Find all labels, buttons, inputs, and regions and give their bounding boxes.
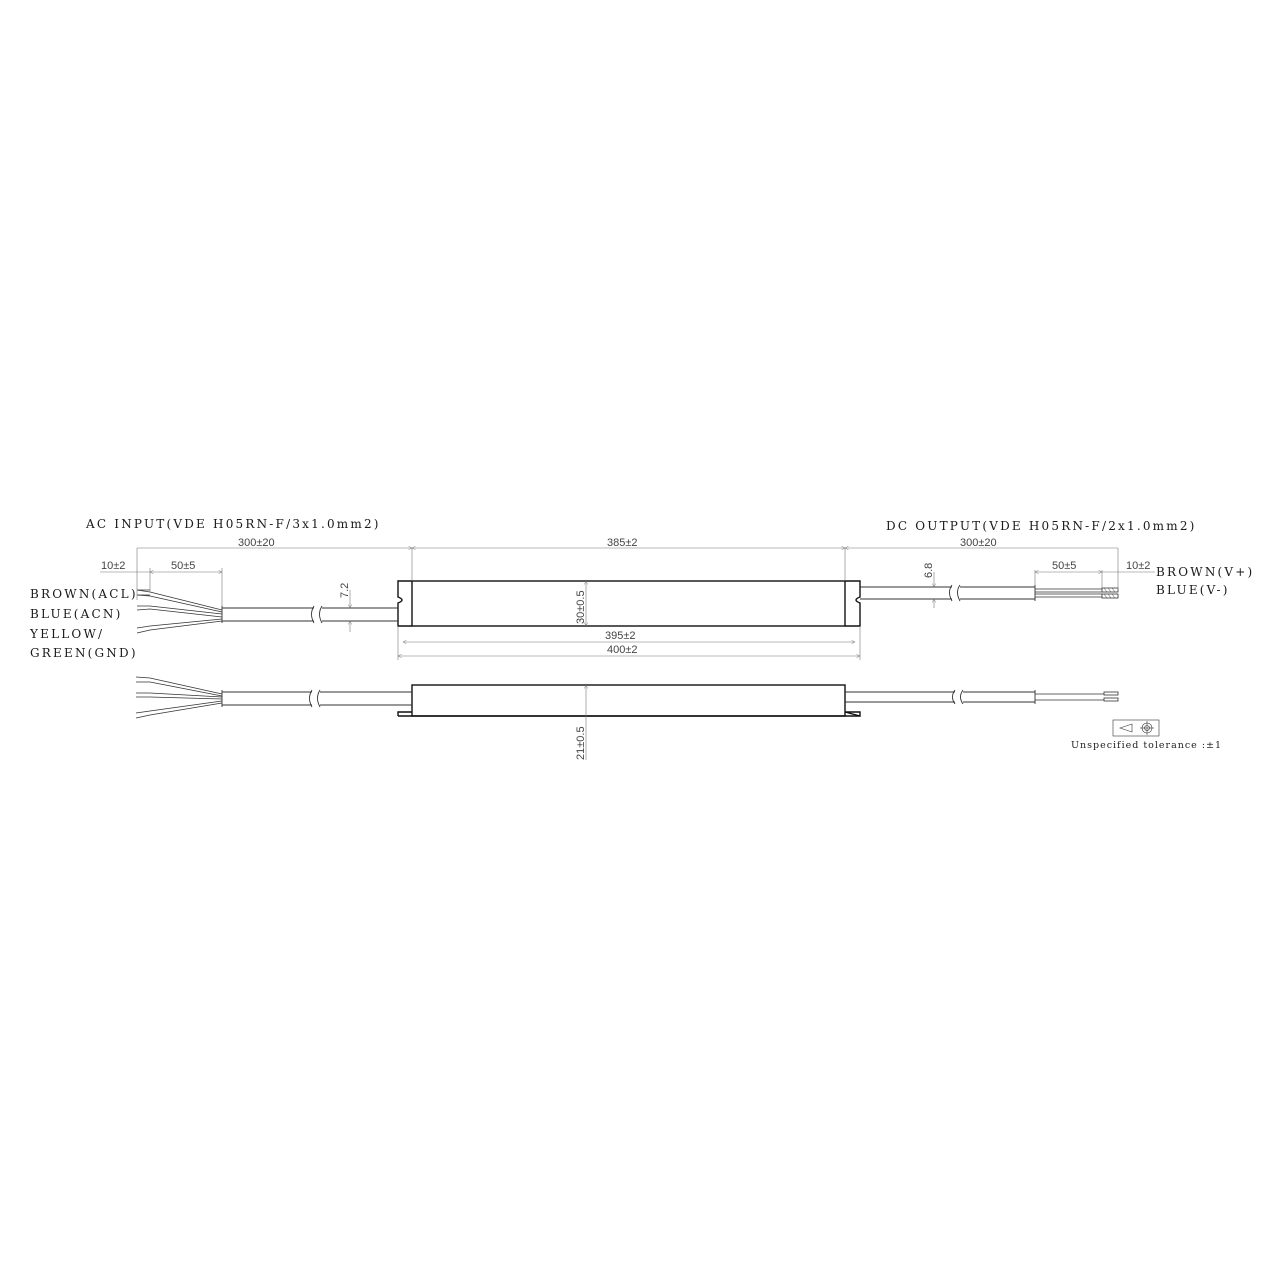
dim-cable-dia-right: 6.8 <box>923 562 935 578</box>
driver-body-top <box>398 581 860 626</box>
dim-height: 30±0.5 <box>575 590 587 624</box>
dim-cable-right: 300±20 <box>960 537 997 549</box>
dim-strip-right: 10±2 <box>1126 560 1151 572</box>
third-angle-projection-icon <box>1113 720 1159 736</box>
ac-input-cable <box>137 590 398 633</box>
dim-strip-left: 10±2 <box>101 560 126 572</box>
dim-cable-dia-left: 7.2 <box>339 582 351 598</box>
yellow-label: YELLOW/ <box>30 627 105 641</box>
dim-jacket-left: 50±5 <box>171 560 196 572</box>
brown-acl-label: BROWN(ACL) <box>30 587 138 601</box>
dim-mount-span: 395±2 <box>605 630 636 642</box>
blue-acn-label: BLUE(ACN) <box>30 607 123 621</box>
dc-output-cable <box>860 585 1118 601</box>
brown-v-plus-label: BROWN(V+) <box>1156 565 1255 579</box>
blue-v-minus-label: BLUE(V-) <box>1156 583 1230 597</box>
dim-overall-length: 400±2 <box>607 644 638 656</box>
dim-thickness: 21±0.5 <box>575 726 587 760</box>
green-gnd-label: GREEN(GND) <box>30 646 138 660</box>
ac-input-label: AC INPUT(VDE H05RN-F/3x1.0mm2) <box>86 517 381 531</box>
dc-output-label: DC OUTPUT(VDE H05RN-F/2x1.0mm2) <box>886 519 1197 533</box>
dim-body-inner: 385±2 <box>607 537 638 549</box>
dim-jacket-right: 50±5 <box>1052 560 1077 572</box>
side-view <box>136 677 1118 760</box>
top-dimension-chain <box>100 548 1155 606</box>
dim-cable-left: 300±20 <box>238 537 275 549</box>
tolerance-note: Unspecified tolerance :±1 <box>1071 740 1223 751</box>
